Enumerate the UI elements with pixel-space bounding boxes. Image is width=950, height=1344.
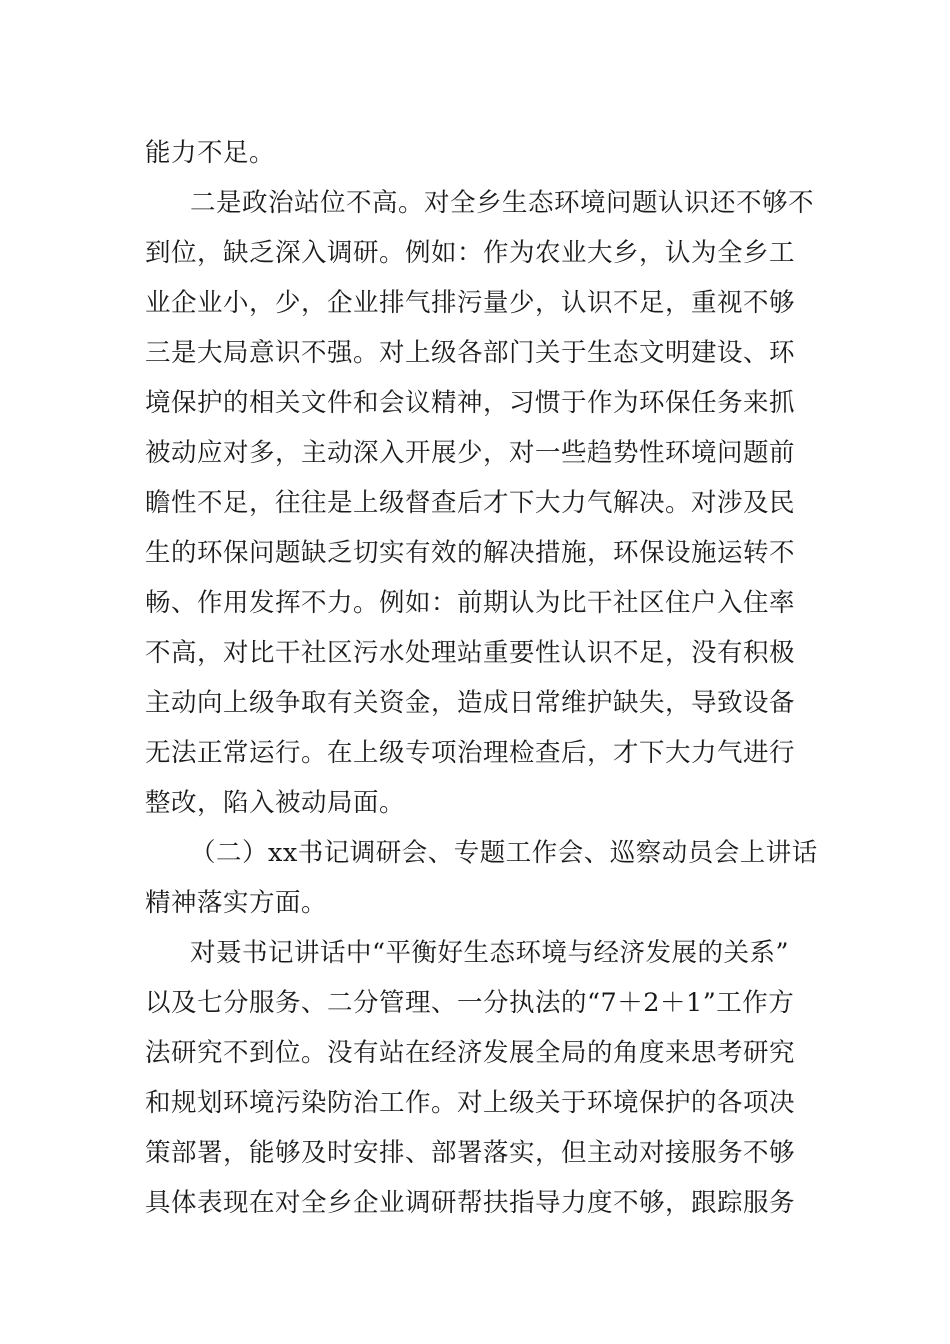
- text-line: 畅、作用发挥不力。例如：前期认为比干社区住户入住率: [145, 588, 796, 618]
- text-line: 以及七分服务、二分管理、一分执法的“7＋2＋1”工作方: [145, 988, 795, 1018]
- text-line: 业企业小，少，企业排气排污量少，认识不足，重视不够: [145, 288, 796, 318]
- text-line: 被动应对多，主动深入开展少，对一些趋势性环境问题前: [145, 438, 796, 468]
- text-line: 不高，对比干社区污水处理站重要性认识不足，没有积极: [145, 638, 796, 668]
- text-line: 具体表现在对全乡企业调研帮扶指导力度不够，跟踪服务: [145, 1188, 796, 1218]
- section-heading-line: 精神落实方面。: [145, 888, 328, 918]
- text-line: 和规划环境污染防治工作。对上级关于环境保护的各项决: [145, 1088, 796, 1118]
- text-line: 法研究不到位。没有站在经济发展全局的角度来思考研究: [145, 1038, 796, 1068]
- text-line: 瞻性不足，往往是上级督查后才下大力气解决。对涉及民: [145, 488, 796, 518]
- text-line: 能力不足。: [145, 138, 276, 168]
- text-line: 策部署，能够及时安排、部署落实，但主动对接服务不够: [145, 1138, 796, 1168]
- text-line: 到位，缺乏深入调研。例如：作为农业大乡，认为全乡工: [145, 238, 796, 268]
- text-line: 主动向上级争取有关资金，造成日常维护缺失，导致设备: [145, 688, 796, 718]
- section-heading-line: （二）xx书记调研会、专题工作会、巡察动员会上讲话: [190, 838, 818, 868]
- text-line: 整改，陷入被动局面。: [145, 788, 406, 818]
- text-line: 三是大局意识不强。对上级各部门关于生态文明建设、环: [145, 338, 796, 368]
- text-line: 生的环保问题缺乏切实有效的解决措施，环保设施运转不: [145, 538, 796, 568]
- text-line: 无法正常运行。在上级专项治理检查后，才下大力气进行: [145, 738, 796, 768]
- text-line: 对聂书记讲话中“平衡好生态环境与经济发展的关系”: [190, 938, 790, 968]
- text-line: 境保护的相关文件和会议精神，习惯于作为环保任务来抓: [145, 388, 796, 418]
- document-body: [145, 128, 818, 1228]
- text-line: 二是政治站位不高。对全乡生态环境问题认识还不够不: [190, 188, 815, 218]
